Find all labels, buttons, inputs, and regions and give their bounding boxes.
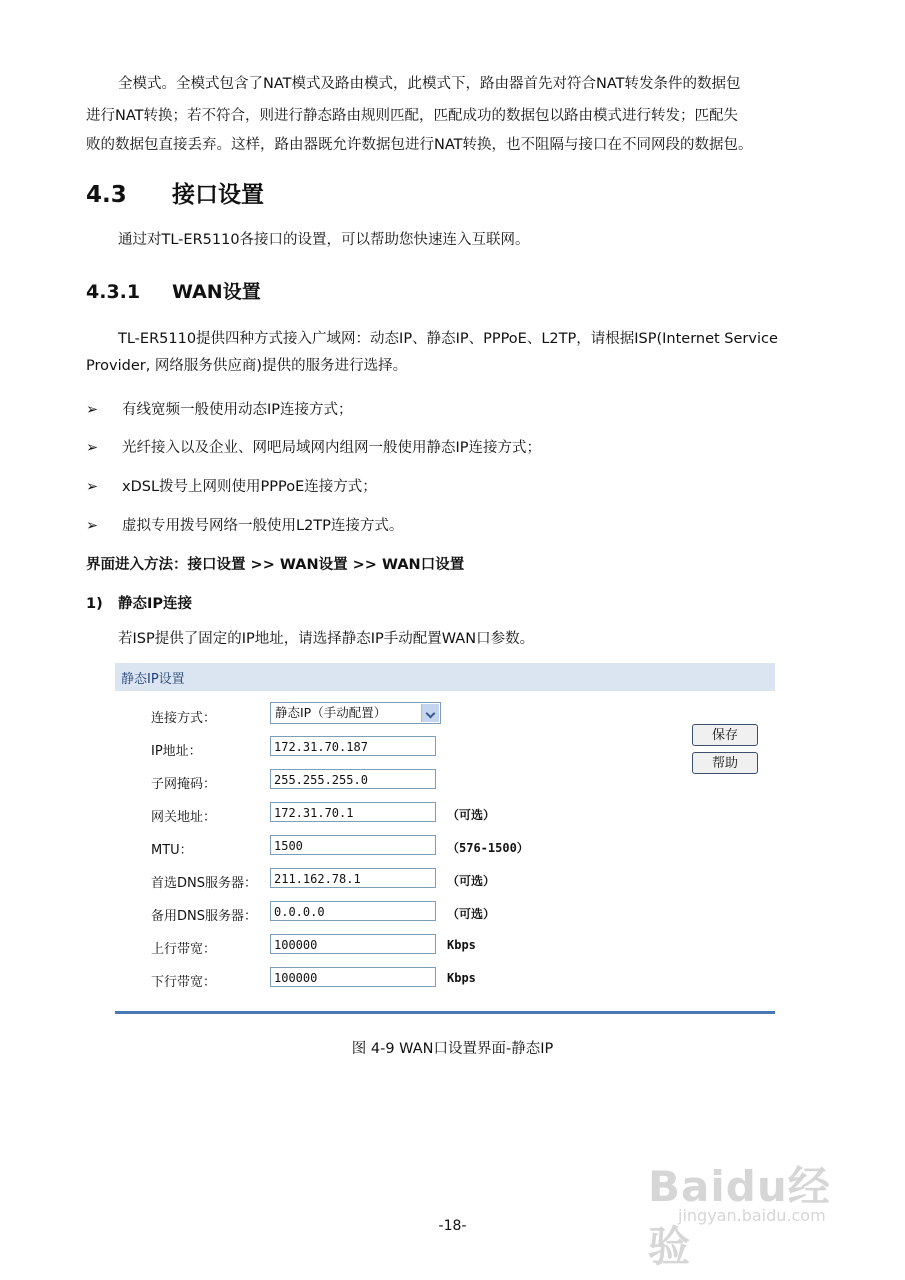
panel-title-bar xyxy=(115,663,775,691)
mtu-label: MTU： xyxy=(151,843,193,858)
bullet-item: ➢ 光纤接入以及企业、网吧局域网内组网一般使用静态IP连接方式； xyxy=(86,440,542,456)
gateway-label: 网关地址： xyxy=(151,810,217,825)
conn-type-select[interactable]: 静态IP（手动配置） xyxy=(270,702,441,724)
page-number: -18- xyxy=(438,1218,467,1234)
section-heading xyxy=(86,176,264,209)
save-button[interactable]: 保存 xyxy=(692,724,758,746)
panel-title: 静态IP设置 xyxy=(121,672,185,687)
watermark-logo: Baidu经验 xyxy=(648,1162,831,1271)
subsection-line-2: Provider, 网络服务供应商)提供的服务进行选择。 xyxy=(86,358,408,374)
ip-label: IP地址： xyxy=(151,744,202,759)
arrow-bullet-icon: ➢ xyxy=(86,518,99,534)
conn-type-label: 连接方式： xyxy=(151,711,217,726)
watermark-url: jingyan.baidu.com xyxy=(678,1206,826,1225)
subsection-title: WAN设置 xyxy=(172,281,261,303)
section-number: 4.3 xyxy=(86,182,127,208)
mask-input[interactable]: 255.255.255.0 xyxy=(270,769,436,789)
static-ip-panel xyxy=(115,663,775,1015)
subsection-number: 4.3.1 xyxy=(86,281,141,303)
gateway-input[interactable]: 172.31.70.1 xyxy=(270,802,436,822)
dns1-input[interactable]: 211.162.78.1 xyxy=(270,868,436,888)
dns1-hint: （可选） xyxy=(447,874,496,888)
figure-caption: 图 4-9 WAN口设置界面-静态IP xyxy=(351,1041,554,1057)
nav-path: 界面进入方法：接口设置 >> WAN设置 >> WAN口设置 xyxy=(86,557,465,573)
sub-item-heading: 1) 静态IP连接 xyxy=(86,596,193,612)
chevron-down-icon[interactable] xyxy=(421,704,439,722)
subsection-line-1: TL-ER5110提供四种方式接入广域网：动态IP、静态IP、PPPoE、L2TP，请根据ISP(Internet Service xyxy=(118,331,778,347)
intro-line-3: 败的数据包直接丢弃。这样，路由器既允许数据包进行NAT转换，也不阻隔与接口在不同网段的数据包。 xyxy=(86,137,753,153)
dns2-label: 备用DNS服务器： xyxy=(151,909,257,924)
sub-item-text: 若ISP提供了固定的IP地址，请选择静态IP手动配置WAN口参数。 xyxy=(118,631,535,647)
upstream-label: 上行带宽： xyxy=(151,942,217,957)
dns2-input[interactable]: 0.0.0.0 xyxy=(270,901,436,921)
mask-label: 子网掩码： xyxy=(151,777,217,792)
dns1-label: 首选DNS服务器： xyxy=(151,876,257,891)
baidu-watermark xyxy=(640,1150,870,1271)
arrow-bullet-icon: ➢ xyxy=(86,402,99,418)
downstream-unit: Kbps xyxy=(447,971,476,985)
downstream-input[interactable]: 100000 xyxy=(270,967,436,987)
bullet-item: ➢ 虚拟专用拨号网络一般使用L2TP连接方式。 xyxy=(86,518,404,534)
dns2-hint: （可选） xyxy=(447,907,496,921)
upstream-unit: Kbps xyxy=(447,938,476,952)
bullet-item: ➢ xDSL拨号上网则使用PPPoE连接方式； xyxy=(86,479,377,495)
subsection-heading xyxy=(86,277,261,304)
arrow-bullet-icon: ➢ xyxy=(86,479,99,495)
ip-input[interactable]: 172.31.70.187 xyxy=(270,736,436,756)
gateway-hint: （可选） xyxy=(447,808,496,822)
section-text: 通过对TL-ER5110各接口的设置，可以帮助您快速连入互联网。 xyxy=(118,232,530,248)
intro-line-2: 进行NAT转换；若不符合，则进行静态路由规则匹配，匹配成功的数据包以路由模式进行转发；匹配失 xyxy=(86,108,738,124)
downstream-label: 下行带宽： xyxy=(151,975,217,990)
intro-line-1: 全模式。全模式包含了NAT模式及路由模式，此模式下，路由器首先对符合NAT转发条件的数据包 xyxy=(118,76,741,92)
upstream-input[interactable]: 100000 xyxy=(270,934,436,954)
panel-bottom-rule xyxy=(115,1011,775,1014)
section-title: 接口设置 xyxy=(172,182,264,208)
bullet-item: ➢ 有线宽频一般使用动态IP连接方式； xyxy=(86,402,353,418)
help-button[interactable]: 帮助 xyxy=(692,752,758,774)
mtu-input[interactable]: 1500 xyxy=(270,835,436,855)
mtu-hint: （576-1500） xyxy=(447,841,529,855)
arrow-bullet-icon: ➢ xyxy=(86,440,99,456)
